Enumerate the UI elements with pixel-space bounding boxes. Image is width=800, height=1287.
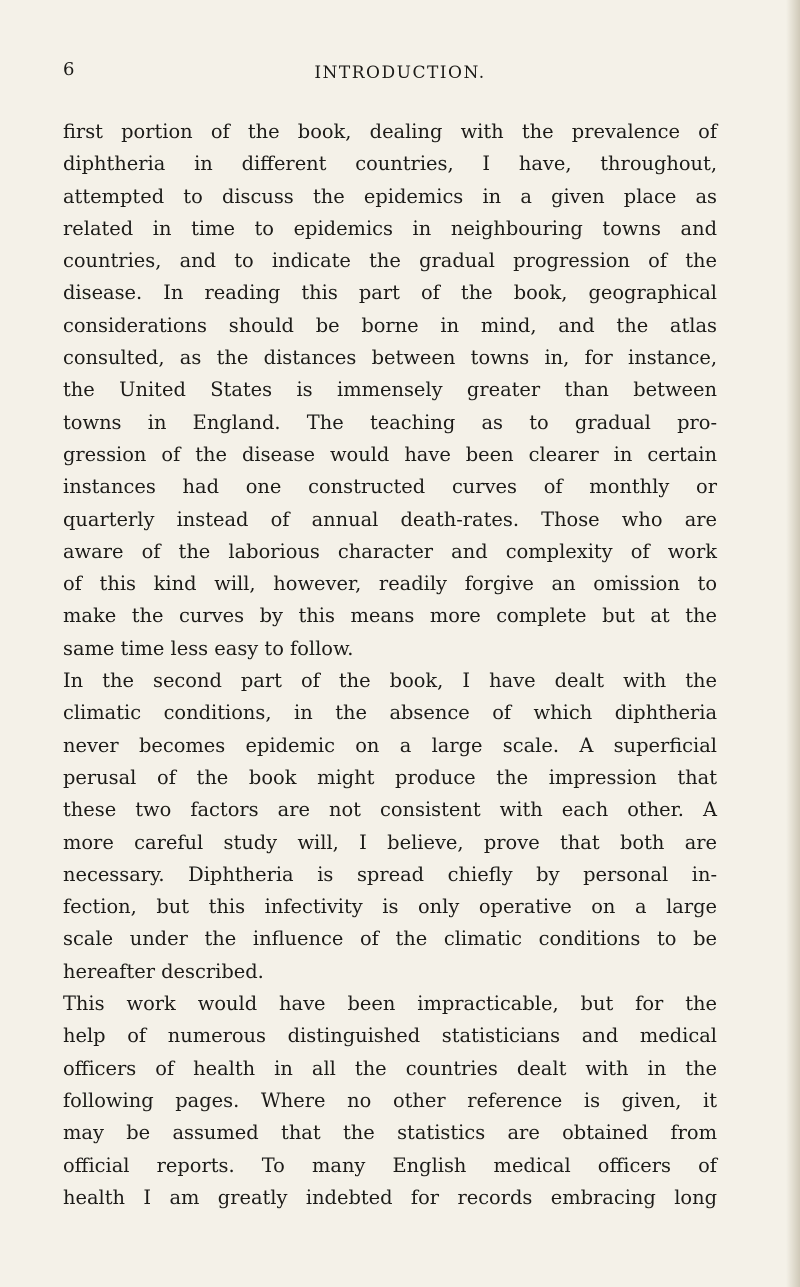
page-edge-shadow: [786, 0, 800, 1287]
page-number: 6: [63, 59, 75, 80]
text-line: of this kind will, however, readily forgive an omission to: [63, 572, 717, 596]
text-line: quarterly instead of annual death-rates. Those who are: [63, 507, 717, 531]
paragraph-start-line: This work would have been impracticable, but for the: [63, 992, 717, 1016]
text-line: health I am greatly indebted for records embracing long: [63, 1185, 717, 1209]
paragraph-end-line: same time less easy to follow.: [63, 636, 354, 660]
paragraph-start-line: In the second part of the book, I have dealt with the: [63, 669, 717, 693]
text-line: considerations should be borne in mind, and the atlas: [63, 313, 717, 337]
text-line: aware of the laborious character and complexity of work: [63, 539, 717, 563]
text-line: diphtheria in different countries, I have, throughout,: [63, 152, 717, 176]
text-line: the United States is immensely greater than between: [63, 378, 717, 402]
text-line: necessary. Diphtheria is spread chiefly by personal in-: [63, 862, 717, 886]
text-line: gression of the disease would have been clearer in certain: [63, 442, 717, 466]
text-line: disease. In reading this part of the book, geographical: [63, 281, 717, 305]
text-line: fection, but this infectivity is only operative on a large: [63, 895, 717, 919]
running-head: INTRODUCTION.: [314, 63, 486, 83]
text-line: never becomes epidemic on a large scale. A superficial: [63, 733, 717, 757]
text-line: attempted to discuss the epidemics in a given place as: [63, 184, 717, 208]
text-line: first portion of the book, dealing with the prevalence of: [63, 120, 717, 143]
text-line: may be assumed that the statistics are obtained from: [63, 1121, 717, 1145]
text-line: more careful study will, I believe, prove that both are: [63, 830, 717, 854]
text-line: towns in England. The teaching as to gradual pro-: [63, 410, 717, 434]
text-line: these two factors are not consistent with each other. A: [63, 798, 717, 822]
text-line: following pages. Where no other reference is given, it: [63, 1088, 717, 1112]
paragraph-end-line: hereafter described.: [63, 959, 264, 983]
body-text: [63, 116, 717, 1214]
text-line: officers of health in all the countries dealt with in the: [63, 1056, 717, 1080]
text-line: countries, and to indicate the gradual progression of the: [63, 249, 717, 273]
text-line: climatic conditions, in the absence of which diphtheria: [63, 701, 717, 725]
text-line: help of numerous distinguished statisticians and medical: [63, 1024, 717, 1048]
text-line: consulted, as the distances between towns in, for instance,: [63, 346, 717, 370]
text-line: instances had one constructed curves of monthly or: [63, 475, 717, 499]
text-line: official reports. To many English medical officers of: [63, 1153, 717, 1177]
text-line: make the curves by this means more complete but at the: [63, 604, 717, 628]
text-line: related in time to epidemics in neighbouring towns and: [63, 216, 717, 240]
text-line: scale under the influence of the climatic conditions to be: [63, 927, 717, 951]
text-line: perusal of the book might produce the impression that: [63, 765, 717, 789]
